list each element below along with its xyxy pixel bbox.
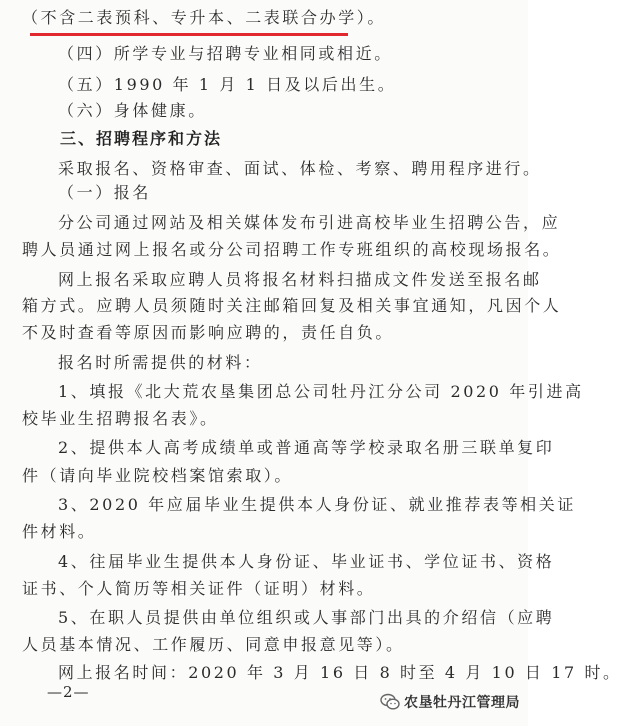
text-line: 分公司通过网站及相关媒体发布引进高校毕业生招聘公告，应 bbox=[58, 213, 561, 232]
text-line: （不含二表预科、专升本、二表联合办学）。 bbox=[22, 8, 387, 27]
text-line: （四）所学专业与招聘专业相同或相近。 bbox=[58, 44, 393, 63]
watermark-text: 农垦牡丹江管理局 bbox=[404, 695, 520, 711]
text-line: 3、2020 年应届毕业生提供本人身份证、就业推荐表等相关证 bbox=[58, 495, 576, 514]
text-line: 2、提供本人高考成绩单或普通高等学校录取名册三联单复印 bbox=[58, 438, 555, 457]
text-line: （五）1990 年 1 月 1 日及以后出生。 bbox=[58, 75, 397, 94]
text-line: 1、填报《北大荒农垦集团总公司牡丹江分公司 2020 年引进高 bbox=[58, 382, 584, 401]
text-line: 报名时所需提供的材料： bbox=[58, 353, 263, 372]
text-line: 5、在职人员提供由单位组织或人事部门出具的介绍信（应聘 bbox=[58, 608, 555, 627]
text-line: （六）身体健康。 bbox=[58, 101, 207, 120]
text-line: 箱方式。应聘人员须随时关注邮箱回复及相关事宜通知，凡因个人 bbox=[22, 296, 562, 315]
red-underline bbox=[30, 33, 348, 36]
page-number: —2— bbox=[47, 683, 90, 701]
text-line: 聘人员通过网上报名或分公司招聘工作专班组织的高校现场报名。 bbox=[22, 240, 562, 259]
text-line: 不及时查看等原因而影响应聘的，责任自负。 bbox=[22, 323, 395, 342]
text-line: 证书、个人简历等相关证件（证明）材料。 bbox=[22, 579, 376, 598]
text-line: 件材料。 bbox=[22, 522, 97, 541]
text-line: 网上报名时间：2020 年 3 月 16 日 8 时至 4 月 10 日 17 时。 bbox=[58, 663, 622, 682]
text-line: 4、往届毕业生提供本人身份证、毕业证书、学位证书、资格 bbox=[58, 552, 555, 571]
text-line: 网上报名采取应聘人员将报名材料扫描成文件发送至报名邮 bbox=[58, 270, 542, 289]
text-line: 人员基本情况、工作履历、同意申报意见等）。 bbox=[22, 635, 405, 654]
section-heading: 三、招聘程序和方法 bbox=[60, 129, 223, 148]
text-line: 件（请向毕业院校档案馆索取）。 bbox=[22, 466, 294, 485]
wechat-icon bbox=[380, 693, 400, 711]
watermark bbox=[380, 692, 520, 712]
text-line: （一）报名 bbox=[58, 183, 152, 202]
text-line: 采取报名、资格审查、面试、体检、考察、聘用程序进行。 bbox=[58, 159, 542, 178]
text-line: 校毕业生招聘报名表》。 bbox=[22, 409, 219, 428]
